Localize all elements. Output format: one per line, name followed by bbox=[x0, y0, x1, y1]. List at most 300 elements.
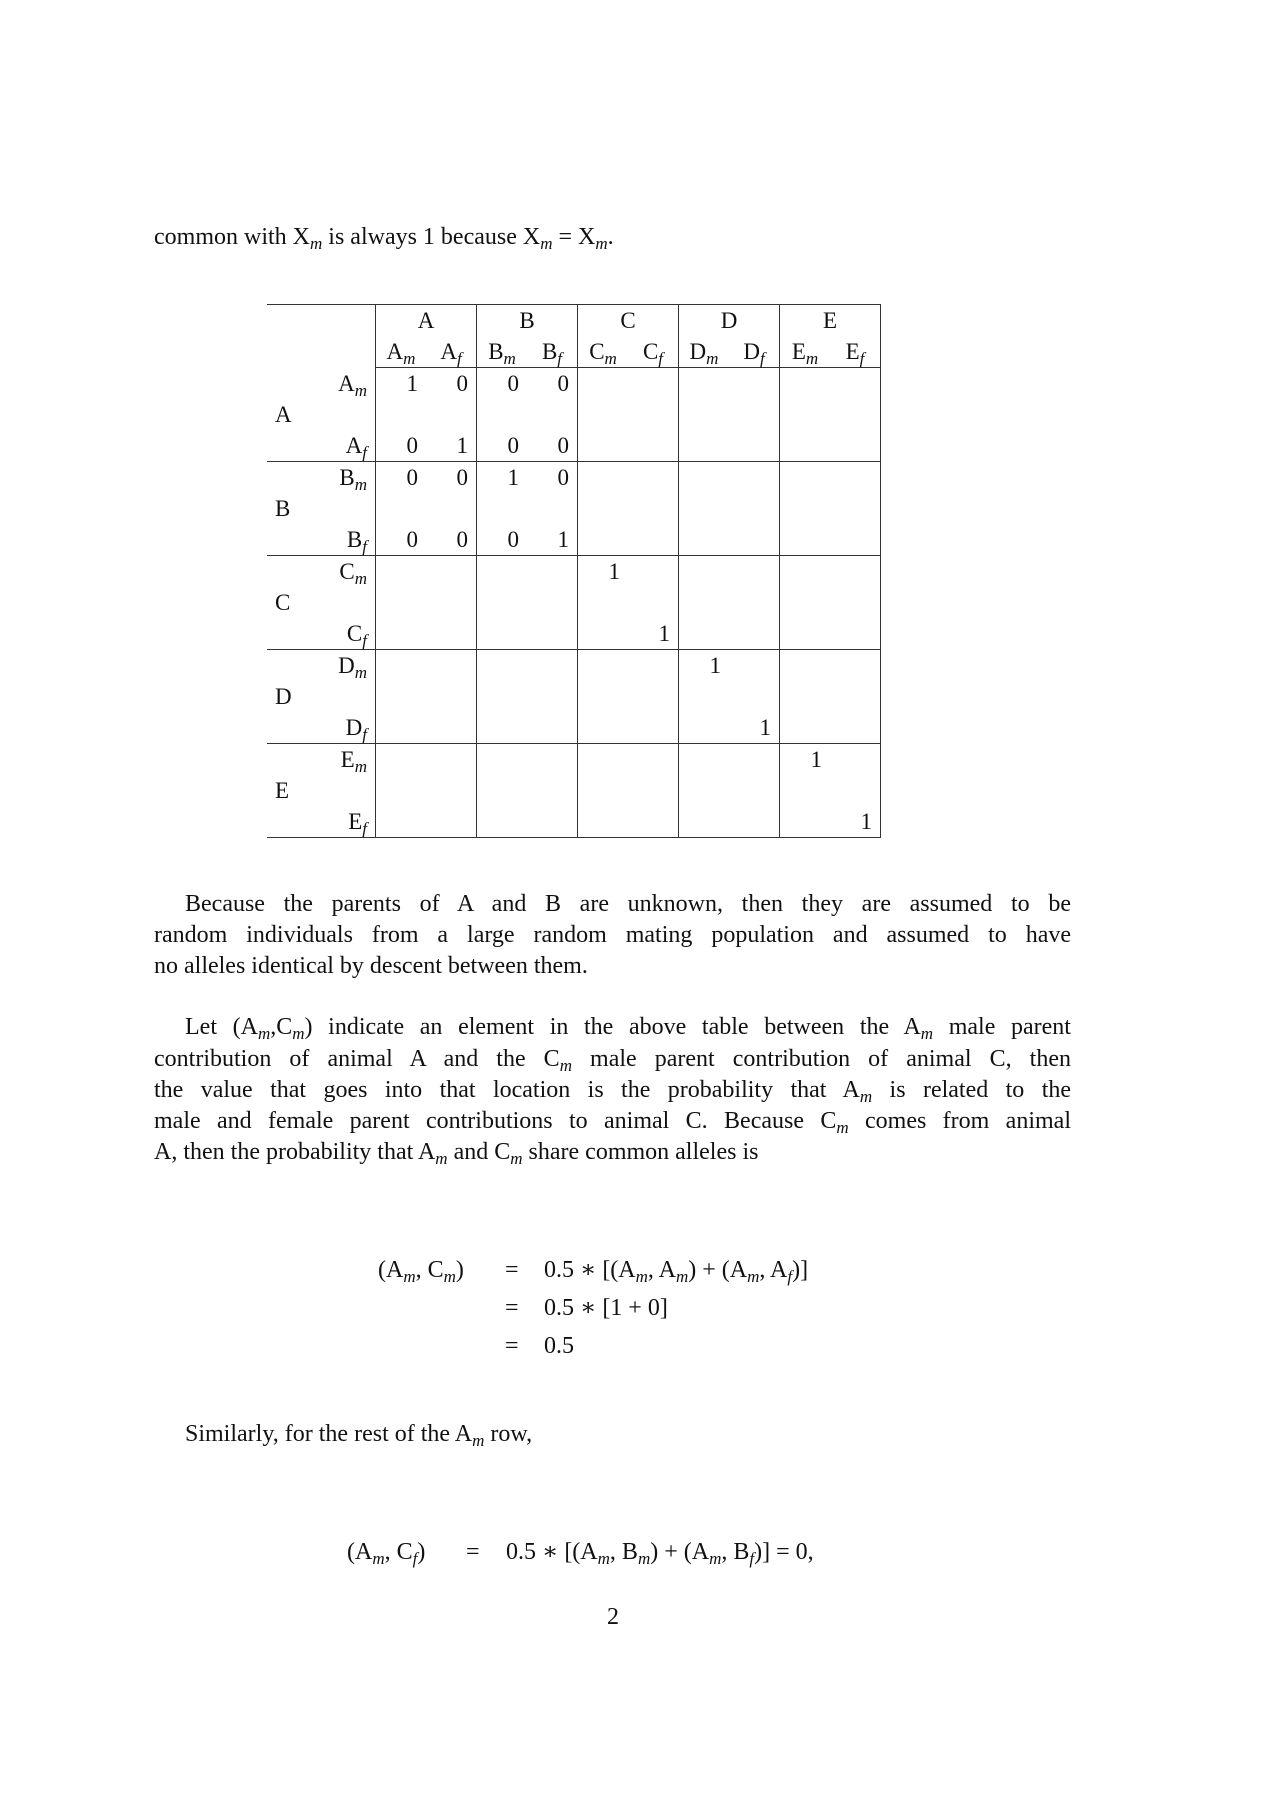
equals-sign: = bbox=[505, 1333, 519, 1359]
equation-lhs bbox=[378, 1255, 464, 1285]
corner-cell bbox=[267, 305, 376, 368]
text-segment: , A bbox=[647, 1257, 676, 1283]
table-cell bbox=[578, 399, 629, 430]
text-segment: = X bbox=[552, 224, 596, 250]
row-subheader bbox=[307, 524, 376, 556]
text-segment: random individuals from a large random mating population and assumed to have bbox=[154, 922, 1071, 948]
text-segment: is related to the bbox=[872, 1077, 1072, 1103]
table-cell bbox=[426, 744, 477, 776]
table-row bbox=[267, 399, 881, 430]
text-segment: A, then the probability that A bbox=[154, 1139, 436, 1165]
subscript: f bbox=[557, 349, 563, 368]
table-cell bbox=[628, 399, 679, 430]
table-cell bbox=[376, 399, 427, 430]
table-row bbox=[267, 618, 881, 650]
table-cell bbox=[830, 430, 881, 462]
table-cell bbox=[426, 650, 477, 682]
table-cell bbox=[679, 524, 730, 556]
table-cell bbox=[780, 712, 831, 744]
table-cell bbox=[578, 430, 629, 462]
text-line bbox=[154, 1106, 1071, 1136]
table-cell bbox=[780, 681, 831, 712]
table-cell bbox=[426, 775, 477, 806]
table-cell bbox=[628, 744, 679, 776]
subscript: m bbox=[354, 475, 367, 494]
subscript: m bbox=[637, 1549, 651, 1568]
table-cell bbox=[830, 556, 881, 588]
subscript: f bbox=[859, 349, 865, 368]
table-row bbox=[267, 462, 881, 494]
table-row bbox=[267, 556, 881, 588]
table-cell bbox=[578, 493, 629, 524]
row-subheader bbox=[307, 712, 376, 744]
subscript: m bbox=[635, 1267, 648, 1286]
subscript: f bbox=[412, 1549, 418, 1568]
row-subheader bbox=[307, 744, 376, 776]
table-cell bbox=[679, 712, 730, 744]
text-segment: comes from animal bbox=[848, 1108, 1071, 1134]
subscript: m bbox=[435, 1149, 448, 1168]
text-segment: ) bbox=[455, 1257, 464, 1283]
text-segment: the value that goes into that location is the probability that A bbox=[154, 1077, 860, 1103]
table-cell bbox=[780, 587, 831, 618]
equation-lhs bbox=[347, 1537, 425, 1567]
text-segment: 0.5 ∗ [1 + 0] bbox=[544, 1295, 668, 1321]
text-segment: Let (A bbox=[185, 1014, 258, 1040]
table-cell bbox=[729, 806, 780, 838]
table-cell bbox=[477, 681, 528, 712]
column-subheader bbox=[578, 336, 629, 368]
table-cell bbox=[426, 493, 477, 524]
text-segment: row, bbox=[484, 1421, 533, 1447]
subscript: f bbox=[658, 349, 664, 368]
text-segment: 0.5 bbox=[544, 1333, 574, 1359]
subscript: m bbox=[372, 1549, 385, 1568]
table-cell bbox=[679, 430, 730, 462]
table-cell bbox=[477, 712, 528, 744]
column-subheader bbox=[628, 336, 679, 368]
subscript: m bbox=[706, 349, 719, 368]
table-cell bbox=[628, 650, 679, 682]
text-segment: contribution of animal A and the C bbox=[154, 1046, 560, 1072]
table-cell bbox=[729, 462, 780, 494]
table-cell bbox=[578, 462, 629, 494]
subscript: m bbox=[354, 380, 367, 400]
subscript: m bbox=[540, 234, 553, 253]
row-subheader bbox=[307, 775, 376, 806]
table-cell: 1 bbox=[628, 618, 679, 650]
table-cell bbox=[426, 399, 477, 430]
row-subheader bbox=[307, 587, 376, 618]
table-cell bbox=[578, 806, 629, 838]
label-letter: B bbox=[339, 465, 355, 490]
table-cell bbox=[780, 462, 831, 494]
subscript: m bbox=[403, 349, 416, 368]
table-cell bbox=[679, 775, 730, 806]
text-segment: , B bbox=[721, 1539, 750, 1565]
subscript: f bbox=[362, 725, 367, 744]
table-cell: 0 bbox=[477, 430, 528, 462]
table-cell bbox=[679, 618, 730, 650]
table-cell bbox=[628, 712, 679, 744]
table-cell bbox=[780, 524, 831, 556]
table-cell bbox=[527, 744, 578, 776]
table-cell bbox=[679, 744, 730, 776]
row-group-header: E bbox=[267, 744, 307, 838]
table-cell bbox=[780, 399, 831, 430]
table-cell: 0 bbox=[527, 430, 578, 462]
text-segment: and C bbox=[447, 1139, 511, 1165]
table-cell bbox=[578, 681, 629, 712]
label-letter: B bbox=[346, 527, 363, 552]
text-segment: ,C bbox=[270, 1014, 293, 1040]
equation-rhs bbox=[506, 1537, 814, 1567]
subscript: m bbox=[597, 1549, 610, 1568]
table-cell bbox=[527, 493, 578, 524]
subscript: m bbox=[805, 349, 819, 368]
table-cell bbox=[527, 712, 578, 744]
label-letter: C bbox=[339, 559, 355, 584]
text-segment: . bbox=[607, 224, 614, 250]
row-subheader bbox=[307, 650, 376, 682]
subscript: f bbox=[759, 349, 765, 368]
subscript: m bbox=[859, 1087, 873, 1106]
table-cell bbox=[628, 681, 679, 712]
subscript: m bbox=[510, 1149, 523, 1168]
text-segment: ) indicate an element in the above table between the A bbox=[304, 1014, 921, 1040]
relationship-table bbox=[267, 304, 881, 838]
subscript: m bbox=[675, 1267, 689, 1286]
table-cell bbox=[830, 493, 881, 524]
subscript: f bbox=[787, 1267, 793, 1286]
similarly-line bbox=[185, 1419, 1071, 1449]
text-segment: male parent contribution of animal C, then bbox=[571, 1046, 1071, 1072]
column-group-header: C bbox=[578, 305, 679, 337]
label-letter: E bbox=[791, 339, 806, 364]
label-letter: E bbox=[340, 747, 355, 772]
text-segment: Similarly, for the rest of the A bbox=[185, 1421, 473, 1447]
equals-sign: = bbox=[466, 1539, 480, 1565]
subscript: m bbox=[354, 757, 367, 776]
subscript: f bbox=[362, 537, 367, 556]
row-subheader bbox=[307, 618, 376, 650]
table-cell bbox=[628, 775, 679, 806]
table-cell bbox=[628, 524, 679, 556]
text-line bbox=[185, 1012, 1071, 1042]
table-cell bbox=[679, 806, 730, 838]
table-cell bbox=[477, 775, 528, 806]
table-row bbox=[267, 430, 881, 462]
label-letter: D bbox=[345, 715, 363, 740]
text-segment: , A bbox=[759, 1257, 788, 1283]
row-group-header: C bbox=[267, 556, 307, 650]
row-group-header: B bbox=[267, 462, 307, 556]
row-group-header: A bbox=[267, 368, 307, 462]
table-cell bbox=[729, 618, 780, 650]
table-cell: 1 bbox=[527, 524, 578, 556]
table-cell bbox=[729, 493, 780, 524]
table-cell bbox=[679, 681, 730, 712]
table-row bbox=[267, 493, 881, 524]
table-row bbox=[267, 587, 881, 618]
table-cell bbox=[578, 368, 629, 400]
page-number: 2 bbox=[607, 1604, 619, 1630]
table-cell bbox=[527, 587, 578, 618]
label-letter: D bbox=[689, 339, 707, 364]
table-cell bbox=[780, 556, 831, 588]
table-cell bbox=[729, 430, 780, 462]
column-group-header: B bbox=[477, 305, 578, 337]
table-cell bbox=[578, 587, 629, 618]
table-cell bbox=[376, 806, 427, 838]
row-group-header: D bbox=[267, 650, 307, 744]
table-cell bbox=[578, 744, 629, 776]
text-segment: , C bbox=[415, 1257, 444, 1283]
table-cell bbox=[679, 556, 730, 588]
header-row-groups bbox=[267, 305, 881, 337]
table-cell bbox=[679, 493, 730, 524]
table-cell bbox=[426, 681, 477, 712]
table-cell bbox=[477, 744, 528, 776]
text-segment: male parent bbox=[933, 1014, 1071, 1040]
column-subheader bbox=[780, 336, 831, 368]
table-cell bbox=[426, 806, 477, 838]
table-cell bbox=[729, 368, 780, 400]
subscript: f bbox=[362, 819, 367, 838]
table-cell bbox=[527, 618, 578, 650]
row-subheader bbox=[307, 806, 376, 838]
column-subheader bbox=[729, 336, 780, 368]
table-cell bbox=[830, 618, 881, 650]
subscript: m bbox=[443, 1267, 456, 1286]
table-cell bbox=[527, 806, 578, 838]
text-segment: , C bbox=[384, 1539, 413, 1565]
table-cell bbox=[376, 650, 427, 682]
table-cell bbox=[578, 524, 629, 556]
table-cell: 1 bbox=[709, 653, 721, 678]
subscript: m bbox=[604, 349, 617, 368]
table-cell bbox=[780, 430, 831, 462]
label-letter: C bbox=[346, 621, 363, 646]
table-cell bbox=[679, 368, 730, 400]
equation-rhs bbox=[544, 1331, 574, 1361]
subscript: m bbox=[354, 663, 367, 682]
text-line bbox=[154, 951, 1071, 981]
table-cell: 1 bbox=[729, 712, 780, 744]
table-cell: 0 bbox=[426, 368, 477, 400]
label-letter: C bbox=[589, 339, 605, 364]
table-cell bbox=[780, 806, 831, 838]
table-cell bbox=[830, 587, 881, 618]
table-cell bbox=[780, 618, 831, 650]
text-segment: (A bbox=[347, 1539, 373, 1565]
table-cell: 1 bbox=[507, 465, 519, 490]
table-cell bbox=[426, 618, 477, 650]
table-cell: 0 bbox=[527, 462, 578, 494]
label-letter: E bbox=[845, 339, 860, 364]
column-group-header: A bbox=[376, 305, 477, 337]
row-subheader bbox=[307, 681, 376, 712]
row-subheader bbox=[307, 462, 376, 494]
text-segment: share common alleles is bbox=[522, 1139, 759, 1165]
table-cell bbox=[426, 712, 477, 744]
table-cell bbox=[679, 587, 730, 618]
table-cell bbox=[679, 399, 730, 430]
column-subheader bbox=[527, 336, 578, 368]
subscript: m bbox=[559, 1056, 572, 1075]
table-cell bbox=[477, 587, 528, 618]
label-letter: B bbox=[541, 339, 558, 364]
equation-rhs bbox=[544, 1293, 668, 1323]
subscript: f bbox=[749, 1549, 755, 1568]
table-cell bbox=[578, 775, 629, 806]
table-cell bbox=[527, 681, 578, 712]
table-cell bbox=[830, 399, 881, 430]
table-cell bbox=[527, 650, 578, 682]
table-cell bbox=[578, 650, 629, 682]
table-cell: 0 bbox=[527, 368, 578, 400]
subscript: m bbox=[257, 1024, 271, 1043]
label-letter: E bbox=[348, 809, 363, 834]
table-cell bbox=[729, 399, 780, 430]
table-cell bbox=[628, 556, 679, 588]
table-cell: 1 bbox=[608, 559, 620, 584]
column-subheader bbox=[477, 336, 528, 368]
text-segment: , B bbox=[609, 1539, 638, 1565]
row-subheader bbox=[307, 493, 376, 524]
subscript: m bbox=[595, 234, 608, 253]
table-cell bbox=[527, 556, 578, 588]
table-cell bbox=[830, 368, 881, 400]
table-cell bbox=[830, 744, 881, 776]
table-cell bbox=[376, 618, 427, 650]
table-cell: 0 bbox=[406, 465, 418, 490]
table-cell bbox=[527, 775, 578, 806]
table-row bbox=[267, 524, 881, 556]
table-cell bbox=[376, 712, 427, 744]
label-letter: A bbox=[345, 433, 363, 458]
table-cell bbox=[830, 712, 881, 744]
label-letter: D bbox=[338, 653, 355, 678]
column-subheader bbox=[830, 336, 881, 368]
subscript: f bbox=[362, 443, 367, 462]
table-cell bbox=[628, 493, 679, 524]
text-segment: male and female parent contributions to animal C. Because C bbox=[154, 1108, 837, 1134]
table-cell: 0 bbox=[376, 524, 427, 556]
table-cell bbox=[628, 430, 679, 462]
row-subheader bbox=[307, 368, 376, 400]
subscript: m bbox=[747, 1267, 760, 1286]
table-row bbox=[267, 806, 881, 838]
subscript: m bbox=[836, 1118, 849, 1137]
column-subheader bbox=[376, 336, 427, 368]
table-cell bbox=[426, 587, 477, 618]
table-cell: 0 bbox=[507, 371, 519, 396]
table-cell bbox=[830, 462, 881, 494]
text-segment: ) bbox=[417, 1539, 426, 1565]
text-segment: no alleles identical by descent between them. bbox=[154, 953, 588, 979]
table-row bbox=[267, 712, 881, 744]
table-cell bbox=[679, 462, 730, 494]
text-segment: )] bbox=[792, 1257, 809, 1283]
table-cell bbox=[780, 493, 831, 524]
column-group-header: E bbox=[780, 305, 881, 337]
subscript: m bbox=[503, 349, 516, 368]
table-cell: 0 bbox=[426, 524, 477, 556]
table-cell bbox=[628, 587, 679, 618]
label-letter: C bbox=[642, 339, 659, 364]
table-cell bbox=[729, 587, 780, 618]
subscript: m bbox=[292, 1024, 305, 1043]
table-cell bbox=[830, 775, 881, 806]
text-segment: ) + (A bbox=[688, 1257, 748, 1283]
text-line bbox=[154, 1044, 1071, 1074]
table-cell bbox=[729, 556, 780, 588]
label-letter: D bbox=[743, 339, 760, 364]
table-cell bbox=[830, 650, 881, 682]
table-cell bbox=[729, 775, 780, 806]
table-cell bbox=[628, 368, 679, 400]
table-cell bbox=[376, 587, 427, 618]
column-subheader bbox=[426, 336, 477, 368]
table-cell bbox=[477, 618, 528, 650]
text-segment: common with X bbox=[154, 224, 310, 250]
label-letter: A bbox=[386, 339, 404, 364]
table-cell bbox=[578, 712, 629, 744]
table-cell bbox=[780, 368, 831, 400]
text-segment: (A bbox=[378, 1257, 404, 1283]
equals-sign: = bbox=[505, 1257, 519, 1283]
table-cell: 1 bbox=[830, 806, 881, 838]
text-line bbox=[185, 889, 1071, 919]
table-cell bbox=[729, 650, 780, 682]
table-cell: 1 bbox=[426, 430, 477, 462]
column-group-header: D bbox=[679, 305, 780, 337]
text-segment: ) + (A bbox=[650, 1539, 710, 1565]
table-cell bbox=[477, 650, 528, 682]
table-row bbox=[267, 368, 881, 400]
table-cell: 1 bbox=[810, 747, 822, 772]
table-cell bbox=[527, 399, 578, 430]
text-line bbox=[154, 920, 1071, 950]
subscript: m bbox=[920, 1024, 934, 1043]
table-cell bbox=[628, 462, 679, 494]
table-cell bbox=[376, 744, 427, 776]
text-segment: 0.5 ∗ [(A bbox=[506, 1539, 598, 1565]
table-cell bbox=[376, 556, 427, 588]
table-cell bbox=[376, 681, 427, 712]
subscript: f bbox=[362, 631, 367, 650]
subscript: m bbox=[472, 1431, 485, 1450]
text-segment: is always 1 because X bbox=[322, 224, 541, 250]
table-row bbox=[267, 775, 881, 806]
table-cell bbox=[477, 493, 528, 524]
row-subheader bbox=[307, 556, 376, 588]
subscript: m bbox=[709, 1549, 722, 1568]
text-segment: )] = 0, bbox=[754, 1539, 814, 1565]
table-cell bbox=[780, 775, 831, 806]
intro-line bbox=[154, 222, 1071, 252]
text-line bbox=[154, 1075, 1071, 1105]
table-cell bbox=[830, 524, 881, 556]
text-segment: 0.5 ∗ [(A bbox=[544, 1257, 636, 1283]
column-subheader bbox=[679, 336, 730, 368]
label-letter: B bbox=[488, 339, 504, 364]
label-letter: A bbox=[440, 339, 457, 364]
table-cell bbox=[477, 399, 528, 430]
table-row bbox=[267, 650, 881, 682]
equation-rhs bbox=[544, 1255, 808, 1285]
